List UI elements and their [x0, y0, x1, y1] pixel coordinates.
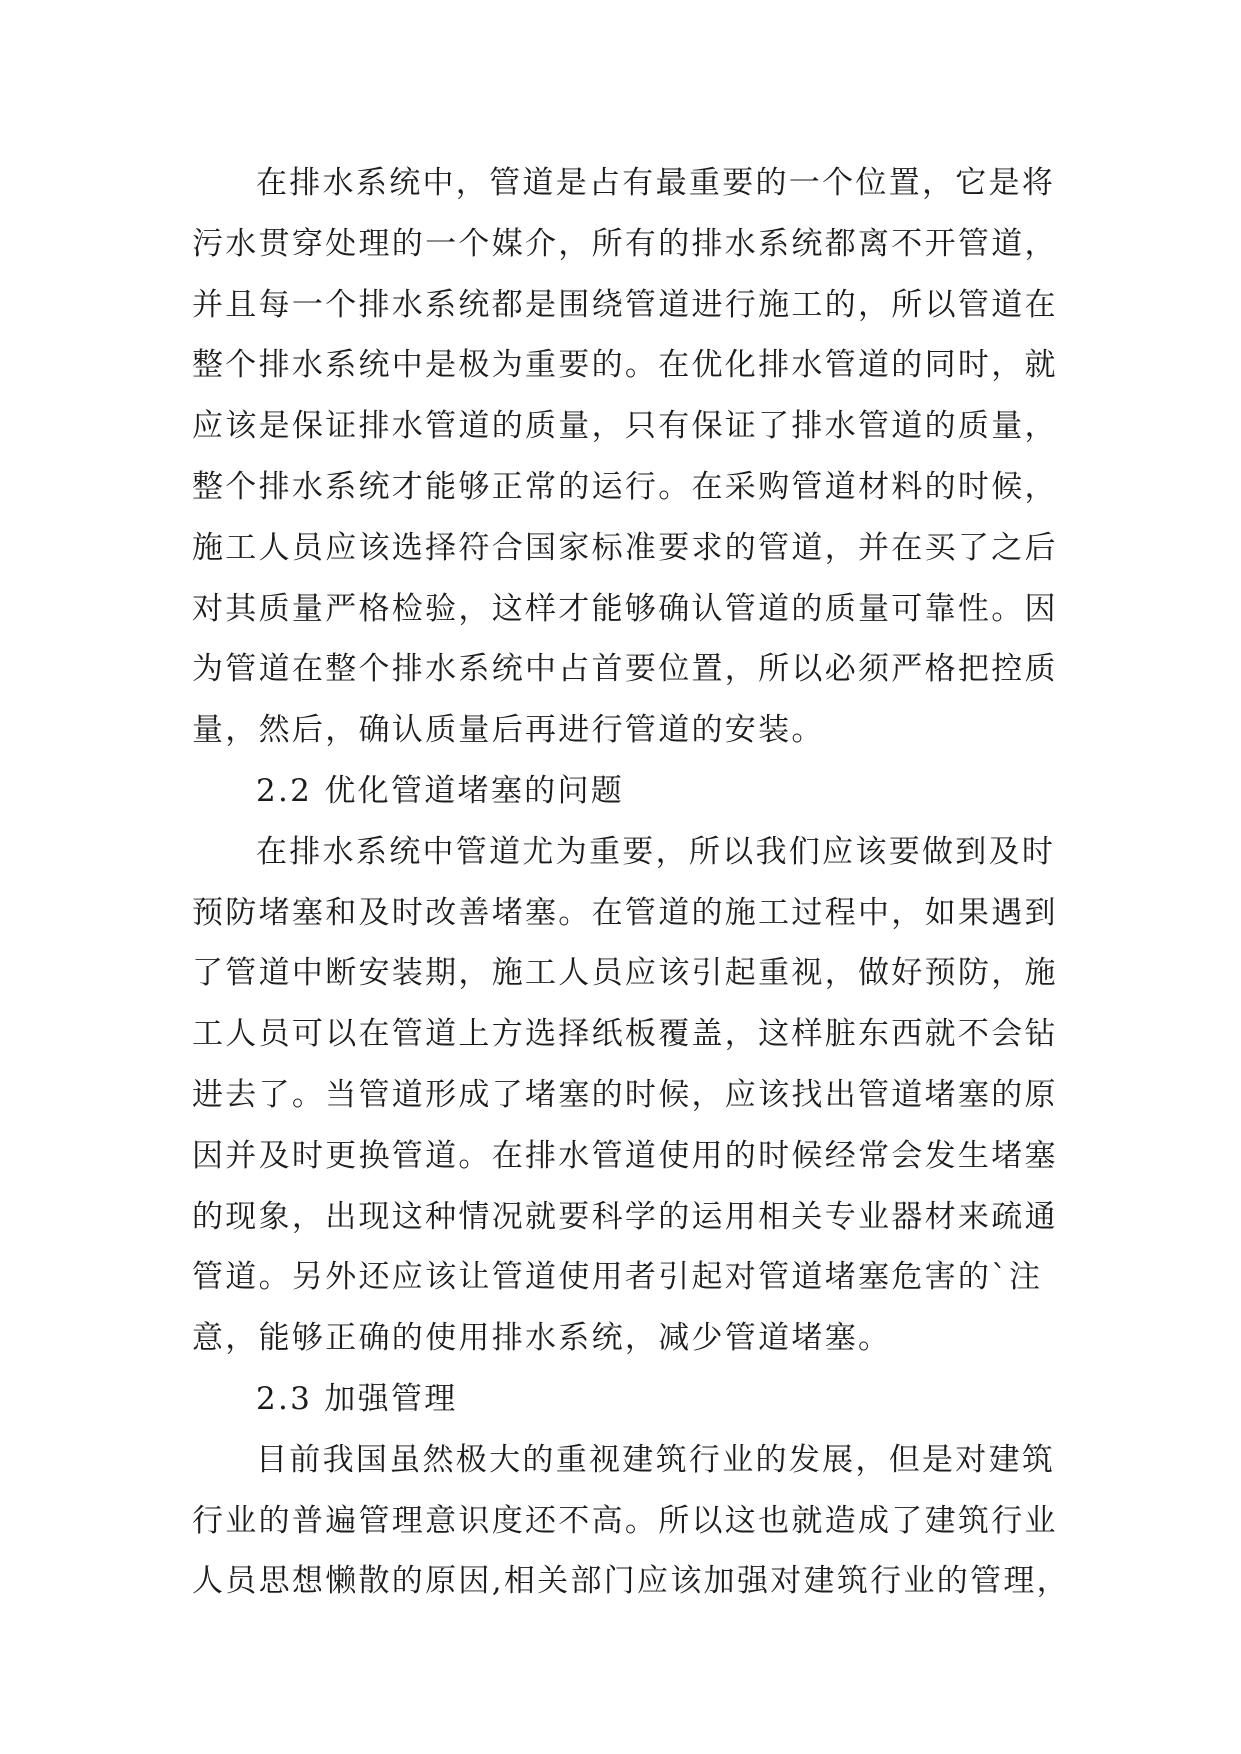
text-line: 人员思想懒散的原因,相关部门应该加强对建筑行业的管理， [192, 1563, 1070, 1600]
text-line: 行业的普遍管理意识度还不高。所以这也就造成了建筑行业 [192, 1502, 1058, 1539]
text-line: 污水贯穿处理的一个媒介，所有的排水系统都离不开管道， [192, 225, 1058, 262]
text-line: 2.3 加强管理 [256, 1380, 458, 1417]
text-line: 预防堵塞和及时改善堵塞。在管道的施工过程中，如果遇到 [192, 894, 1058, 931]
text-line: 工人员可以在管道上方选择纸板覆盖，这样脏东西就不会钻 [192, 1016, 1058, 1053]
text-line: 量，然后，确认质量后再进行管道的安装。 [192, 712, 825, 749]
text-line: 管道。另外还应该让管道使用者引起对管道堵塞危害的`注 [192, 1259, 1043, 1296]
text-line: 因并及时更换管道。在排水管道使用的时候经常会发生堵塞 [192, 1137, 1058, 1174]
text-line: 施工人员应该选择符合国家标准要求的管道，并在买了之后 [192, 529, 1058, 566]
text-line: 对其质量严格检验，这样才能够确认管道的质量可靠性。因 [192, 590, 1058, 627]
text-line: 意，能够正确的使用排水系统，减少管道堵塞。 [192, 1320, 892, 1357]
text-line: 整个排水系统才能够正常的运行。在采购管道材料的时候， [192, 468, 1058, 505]
text-line: 在排水系统中管道尤为重要，所以我们应该要做到及时 [256, 833, 1056, 870]
text-line: 整个排水系统中是极为重要的。在优化排水管道的同时，就 [192, 347, 1058, 384]
body-text [192, 153, 1070, 1612]
text-line: 目前我国虽然极大的重视建筑行业的发展，但是对建筑 [256, 1441, 1056, 1478]
text-line: 2.2 优化管道堵塞的问题 [256, 772, 625, 809]
text-line: 应该是保证排水管道的质量，只有保证了排水管道的质量， [192, 408, 1058, 445]
text-line: 的现象，出现这种情况就要科学的运用相关专业器材来疏通 [192, 1198, 1058, 1235]
text-line: 为管道在整个排水系统中占首要位置，所以必须严格把控质 [192, 651, 1058, 688]
text-line: 了管道中断安装期，施工人员应该引起重视，做好预防，施 [192, 955, 1058, 992]
text-line: 进去了。当管道形成了堵塞的时候，应该找出管道堵塞的原 [192, 1076, 1058, 1113]
text-line: 并且每一个排水系统都是围绕管道进行施工的，所以管道在 [192, 286, 1058, 323]
text-line: 在排水系统中，管道是占有最重要的一个位置，它是将 [256, 165, 1056, 201]
